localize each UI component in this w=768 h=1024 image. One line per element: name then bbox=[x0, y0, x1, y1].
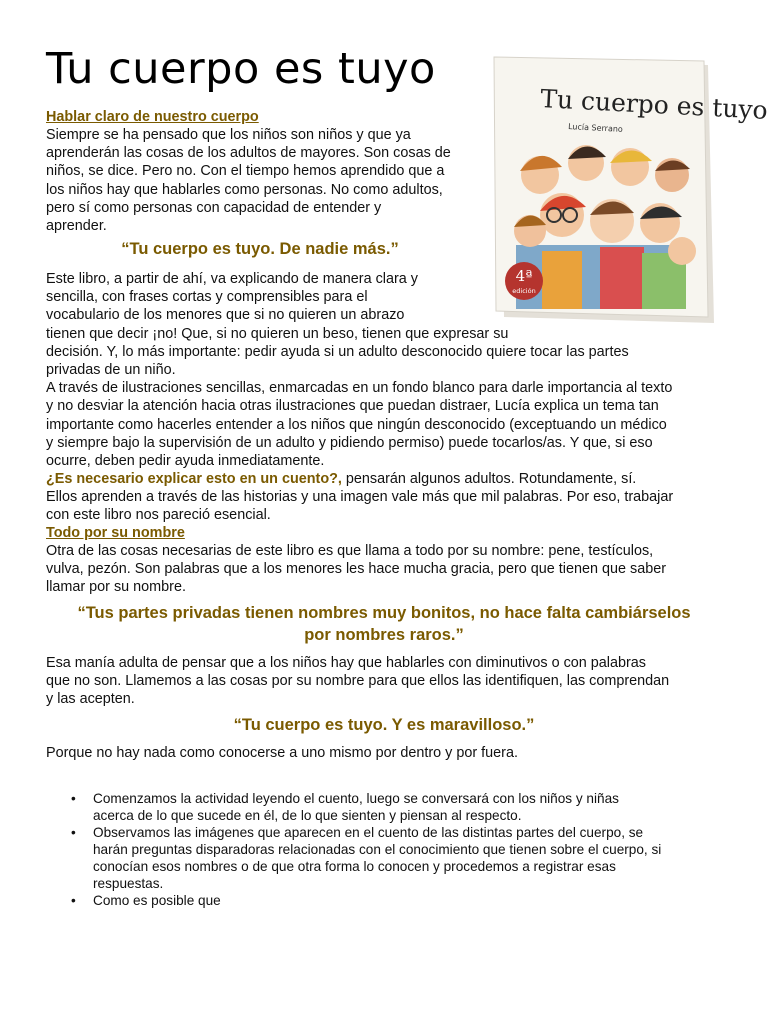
text-line: • Como es posible que bbox=[93, 893, 221, 908]
text-line: con este libro nos pareció esencial. bbox=[46, 507, 271, 524]
text-line: respuestas. bbox=[93, 876, 164, 891]
page-title: Tu cuerpo es tuyo bbox=[46, 44, 436, 94]
text-line: A través de ilustraciones sencillas, enmarcadas en un fondo blanco para darle importancia al texto bbox=[46, 380, 673, 397]
text-line: Este libro, a partir de ahí, va explicando de manera clara y bbox=[46, 271, 418, 287]
text-line: vocabulario de los menores que si no quieren un abrazo bbox=[46, 307, 405, 324]
quote-line: por nombres raros.” bbox=[304, 626, 464, 644]
text-line: decisión. Y, lo más importante: pedir ayuda si un adulto desconocido quiere tocar las partes bbox=[46, 343, 629, 360]
quote-de-nadie-mas: “Tu cuerpo es tuyo. De nadie más.” bbox=[121, 240, 399, 258]
heading-text: Hablar claro de nuestro cuerpo bbox=[46, 109, 259, 125]
text-line: Otra de las cosas necesarias de este libro es que llama a todo por su nombre: pene, testículos, bbox=[46, 543, 654, 559]
text-line: harán preguntas disparadoras relacionadas con el conocimiento que tienen sobre el cuerpo, si bbox=[93, 842, 662, 857]
text-line: sencilla, con frases cortas y comprensibles para el bbox=[46, 289, 368, 306]
list-item bbox=[46, 790, 706, 824]
text-line: Ellos aprenden a través de las historias y una imagen vale más que mil palabras. Por eso, trabajar bbox=[46, 489, 674, 506]
diminutives-paragraph bbox=[46, 654, 736, 709]
text-line: ocurre, deben pedir ayuda inmediatamente. bbox=[46, 453, 325, 470]
text-line: • Comenzamos la actividad leyendo el cuento, luego se conversará con los niños y niñas bbox=[93, 791, 619, 806]
names-paragraph bbox=[46, 542, 736, 597]
text-line: los niños hay que hablarles como personas. No como adultos, bbox=[46, 181, 443, 198]
heading-text: Todo por su nombre bbox=[46, 525, 185, 541]
intro-paragraph bbox=[46, 126, 486, 235]
description-paragraph bbox=[46, 270, 726, 470]
text-line bbox=[46, 470, 736, 488]
text-line: • Observamos las imágenes que aparecen en el cuento de las distintas partes del cuerpo, se bbox=[93, 825, 644, 840]
section-heading-todo-por-su-nombre bbox=[46, 524, 185, 542]
highlighted-question: ¿Es necesario explicar esto en un cuento?, bbox=[46, 471, 342, 487]
text-line: pero sí como personas con capacidad de entender y bbox=[46, 199, 382, 216]
text-line: tienen que decir ¡no! Que, si no quieren un beso, tienen que expresar su bbox=[46, 325, 509, 342]
edition-number: 4ª bbox=[515, 267, 533, 285]
quote-maravilloso: “Tu cuerpo es tuyo. Y es maravilloso.” bbox=[233, 716, 535, 734]
closing-sentence: Porque no hay nada como conocerse a uno mismo por dentro y por fuera. bbox=[46, 745, 518, 761]
text-line: Siempre se ha pensado que los niños son niños y que ya bbox=[46, 127, 411, 143]
question-answer: pensarán algunos adultos. Rotundamente, sí. bbox=[341, 471, 637, 487]
text-line: y las acepten. bbox=[46, 691, 135, 708]
text-line: aprenderán las cosas de los adultos de mayores. Son cosas de bbox=[46, 145, 451, 162]
list-item bbox=[46, 824, 706, 892]
text-line: llamar por su nombre. bbox=[46, 579, 186, 596]
text-line: y siempre bajo la supervisión de un adulto y pidiendo permiso) puede tocarlos/as. Y que, si eso bbox=[46, 434, 653, 451]
section-heading-hablar-claro bbox=[46, 108, 259, 126]
book-cover-title: Tu cuerpo es tuyo bbox=[539, 84, 768, 125]
text-line: vulva, pezón. Son palabras que a los menores les hace mucha gracia, pero que tienen que saber bbox=[46, 561, 666, 578]
text-line: privadas de un niño. bbox=[46, 362, 176, 379]
edition-label: edición bbox=[512, 287, 536, 295]
text-line: niños, se dice. Pero no. Con el tiempo hemos aprendido que a bbox=[46, 163, 445, 180]
quote-line: “Tus partes privadas tienen nombres muy bonitos, no hace falta cambiárselos bbox=[77, 604, 691, 622]
quote-partes-privadas bbox=[0, 602, 768, 646]
text-line: acerca de lo que sucede en él, de lo que sienten y piensan al respecto. bbox=[93, 808, 522, 823]
list-item bbox=[46, 892, 706, 909]
text-line: Esa manía adulta de pensar que a los niños hay que hablarles con diminutivos o con palabras bbox=[46, 655, 646, 671]
question-paragraph bbox=[46, 470, 736, 525]
text-line: y no desviar la atención hacia otras ilustraciones que puedan distraer, Lucía explica un tema tan bbox=[46, 398, 659, 415]
text-line: que no son. Llamemos a las cosas por su nombre para que ellos las identifiquen, las comprendan bbox=[46, 673, 670, 690]
text-line: aprender. bbox=[46, 218, 107, 235]
text-line: importante como hacerles entender a los niños que ningún desconocido (exceptuando un médico bbox=[46, 416, 667, 433]
book-author: Lucía Serrano bbox=[567, 122, 624, 134]
activities-list bbox=[46, 790, 706, 909]
text-line: conocían esos nombres o de que otra forma lo conocen y procedemos a registrar esas bbox=[93, 859, 616, 874]
